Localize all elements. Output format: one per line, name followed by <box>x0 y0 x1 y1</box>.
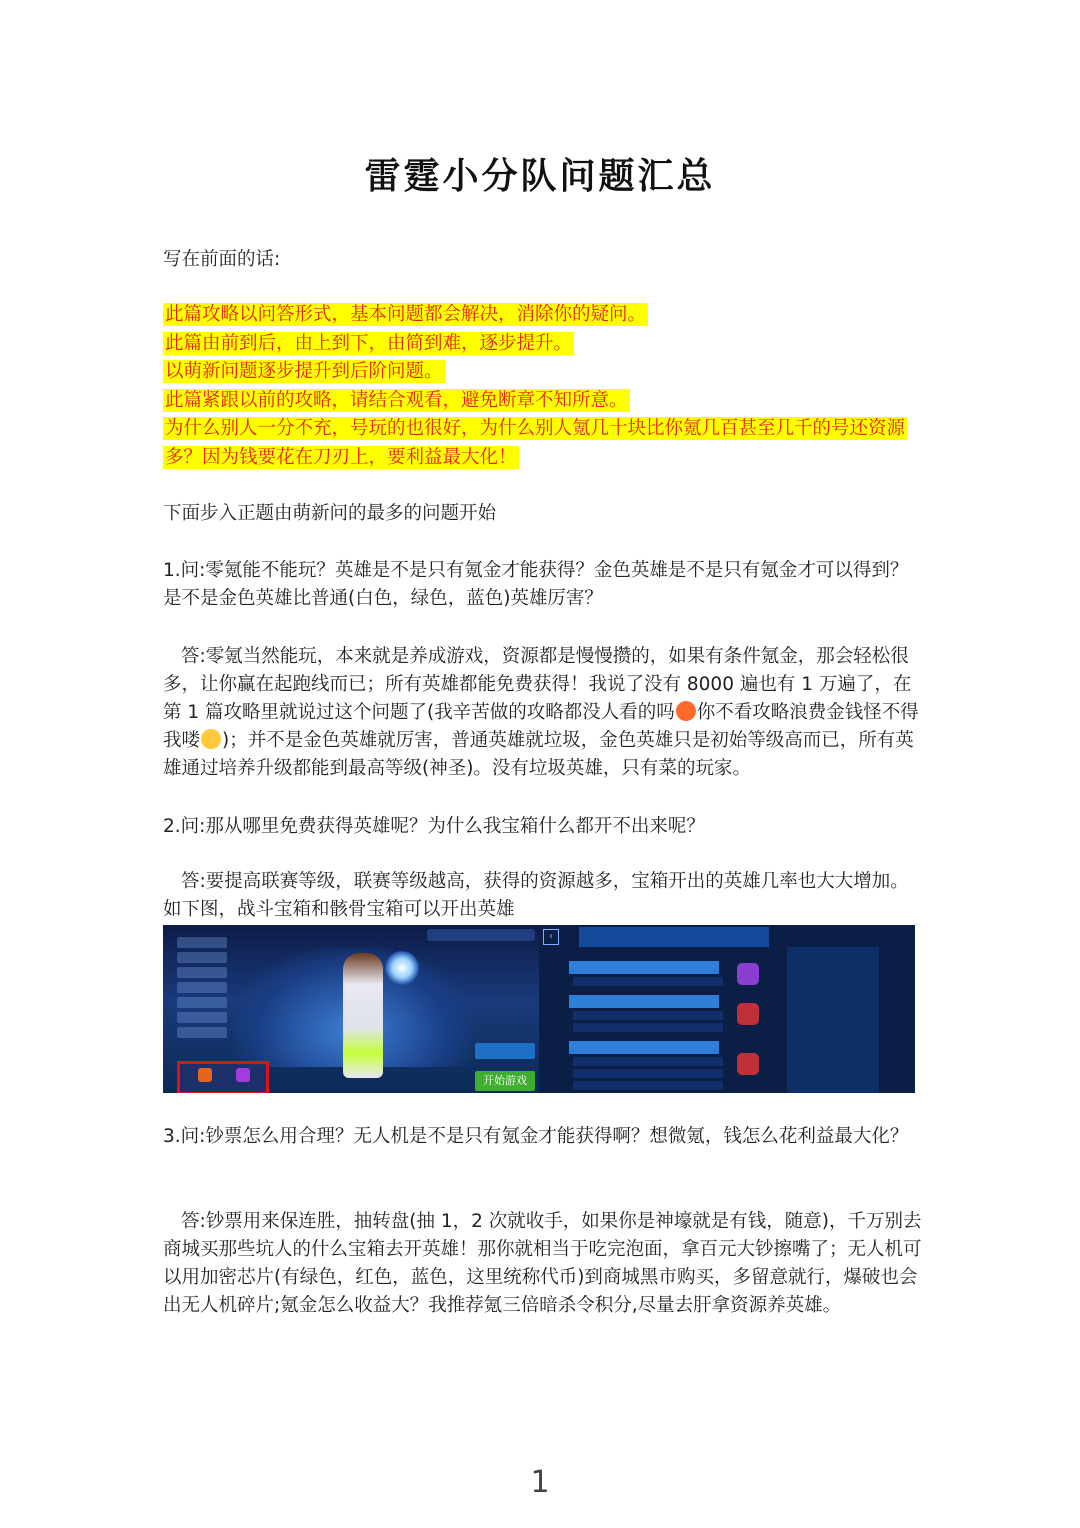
game-screenshots <box>163 925 915 1093</box>
answer-1 <box>163 643 923 783</box>
page-title: 雷霆小分队问题汇总 <box>364 155 716 197</box>
league-row <box>573 977 723 986</box>
lobby-screenshot <box>163 925 539 1093</box>
lobby-sidebar <box>177 937 227 1057</box>
league-badge-icon <box>737 1053 759 1075</box>
answer-2: 答:要提高联赛等级，联赛等级越高，获得的资源越多，宝箱开出的英雄几率也大大增加。如下图，战斗宝箱和骸骨宝箱可以开出英雄 <box>163 871 909 920</box>
drone-icon <box>385 951 419 985</box>
battle-chest-icon <box>198 1068 212 1082</box>
highlight-line: 以萌新问题逐步提升到后阶问题。 <box>165 361 443 382</box>
answer-1-text: 答:零氪当然能玩，本来就是养成游戏，资源都是慢慢攒的，如果有条件氪金，那会轻松很多，让你赢在起跑线而已；所有英雄都能免费获得！我说了没有 8000 遍也有 1 万遍了，在第 1 篇攻略里就说过这个问题了(我辛苦做的攻略都没人看的吗 <box>163 646 912 723</box>
hero-figure <box>343 953 383 1078</box>
league-row <box>573 1023 723 1032</box>
league-badge-icon <box>737 1003 759 1025</box>
highlight-line: 多？因为钱要花在刀刃上，要利益最大化！ <box>165 446 517 468</box>
league-badge-icon <box>737 963 759 985</box>
league-tier-label <box>569 961 719 974</box>
league-row <box>573 1081 723 1090</box>
smirk-face-icon <box>201 729 221 749</box>
highlight-line: 此篇紧跟以前的攻略，请结合观看，避免断章不知所意。 <box>165 389 628 411</box>
page-number: 1 <box>530 1465 550 1500</box>
league-header <box>579 927 769 947</box>
answer-3: 答:钞票用来保连胜，抽转盘(抽 1，2 次就收手，如果你是神壕就是有钱，随意)，千万别去商城买那些坑人的什么宝箱去开英雄！那你就相当于吃完泡面，拿百元大钞擦嘴了；无人机可以用加密芯片(有绿色，红色，蓝色，这里统称代币)到商城黑市购买，多留意就行，爆破也会出无人机碎片;氪金怎么收益大？我推荐氪三倍暗杀令积分,尽量去肝拿资源养英雄。 <box>163 1211 922 1316</box>
highlight-line: 为什么别人一分不充，号玩的也很好，为什么别人氪几十块比你氪几百甚至几千的号还资源 <box>165 418 906 439</box>
angry-face-icon <box>676 701 696 721</box>
intro-paragraph: 下面步入正题由萌新问的最多的问题开始 <box>163 503 497 524</box>
currency-bar <box>427 929 535 941</box>
chest-highlight-box <box>177 1061 269 1093</box>
preface-label: 写在前面的话: <box>163 249 281 270</box>
league-tier-label <box>569 995 719 1008</box>
league-screenshot <box>539 925 915 1093</box>
lobby-small-button <box>475 1043 535 1059</box>
answer-1-text: )；并不是金色英雄就厉害，普通英雄就垃圾，金色英雄只是初始等级高而已，所有英雄通过培养升级都能到最高等级(神圣)。没有垃圾英雄，只有菜的玩家。 <box>163 730 914 779</box>
start-game-button: 开始游戏 <box>475 1071 535 1091</box>
league-tier-label <box>569 1041 719 1054</box>
back-arrow-icon: ‹ <box>543 929 559 945</box>
question-2: 2.问:那从哪里免费获得英雄呢？为什么我宝箱什么都开不出来呢？ <box>163 816 705 837</box>
skull-chest-icon <box>236 1068 250 1082</box>
highlight-line: 此篇由前到后，由上到下，由简到难，逐步提升。 <box>165 332 573 354</box>
league-row <box>573 1011 723 1020</box>
league-row <box>573 1069 723 1078</box>
highlight-line: 此篇攻略以问答形式，基本问题都会解决，消除你的疑问。 <box>165 304 647 325</box>
league-row <box>573 1057 723 1066</box>
question-3: 3.问:钞票怎么用合理？无人机是不是只有氪金才能获得啊？想微氪，钱怎么花利益最大化？ <box>163 1126 909 1147</box>
answer-1-text: 你不看攻略浪费金钱怪不得我喽 <box>163 702 919 751</box>
highlight-block <box>163 301 923 472</box>
rewards-panel <box>787 947 879 1093</box>
question-1: 1.问:零氪能不能玩？英雄是不是只有氪金才能获得？金色英雄是不是只有氪金才可以得到？是不是金色英雄比普通(白色，绿色，蓝色)英雄厉害？ <box>163 560 909 609</box>
